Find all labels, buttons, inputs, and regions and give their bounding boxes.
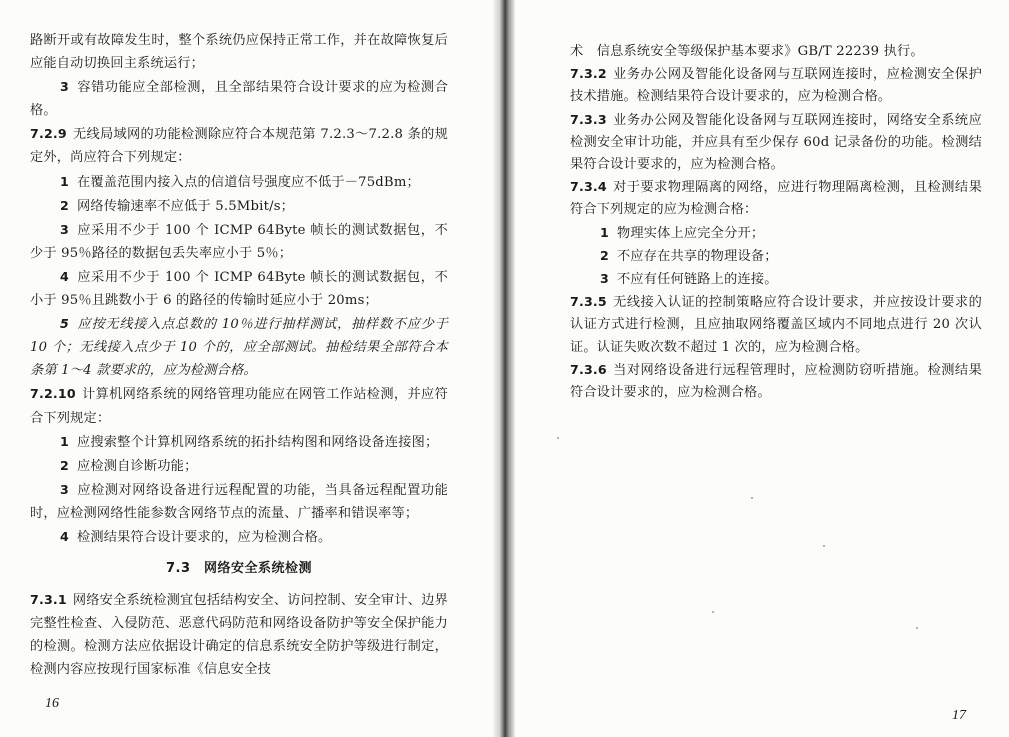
clause-7-3-1 bbox=[30, 588, 448, 681]
right-page-body bbox=[570, 41, 982, 404]
item-number: 4 bbox=[60, 268, 69, 284]
clause-7-2-10 bbox=[30, 382, 448, 429]
item-text: 应检测自诊断功能； bbox=[76, 458, 198, 474]
item-number: 2 bbox=[60, 457, 69, 473]
clause-number: 7.3.4 bbox=[570, 179, 607, 195]
clause-text: 当对网络设备进行远程管理时，应检测防窃听措施。检测结果符合设计要求的，应为检测合格。 bbox=[570, 362, 982, 401]
item-text: 应按无线接入点总数的 10％进行抽样测试，抽样数不应少于 10 个；无线接入点少于 10 个的，应全部测试。抽检结果全部符合本条第 1～4 款要求的，应为检测合格。 bbox=[30, 317, 448, 379]
right-page bbox=[515, 0, 1009, 737]
item-number: 2 bbox=[60, 197, 69, 213]
item-number: 3 bbox=[600, 271, 609, 287]
clause-7-3-3 bbox=[570, 109, 982, 177]
item-number: 3 bbox=[60, 79, 69, 95]
list-item bbox=[30, 525, 448, 549]
item-number: 1 bbox=[60, 433, 69, 449]
clause-number: 7.2.10 bbox=[30, 386, 76, 402]
item-text: 在覆盖范围内接入点的信道信号强度应不低于－75dBm； bbox=[76, 174, 420, 190]
item-text: 不应有任何链路上的连接。 bbox=[616, 272, 778, 288]
left-page-body bbox=[30, 29, 448, 682]
paragraph-text: 路断开或有故障发生时，整个系统仍应保持正常工作，并在故障恢复后应能自动切换回主系统运行； bbox=[30, 33, 448, 72]
item-text: 应采用不少于 100 个 ICMP 64Byte 帧长的测试数据包，不少于 95％路径的数据包丢失率应小于 5％； bbox=[30, 222, 448, 261]
page-number: 16 bbox=[45, 696, 59, 711]
item-text: 容错功能应全部检测，且全部结果符合设计要求的应为检测合格。 bbox=[30, 80, 448, 119]
clause-text: 业务办公网及智能化设备网与互联网连接时，应检测安全保护技术措施。检测结果符合设计要求的，应为检测合格。 bbox=[570, 67, 982, 105]
paper-speck bbox=[712, 611, 714, 613]
item-number: 4 bbox=[60, 528, 69, 544]
clause-7-3-5 bbox=[570, 291, 982, 359]
list-item bbox=[30, 478, 448, 525]
clause-text: 计算机网络系统的网络管理功能应在网管工作站检测，并应符合下列规定： bbox=[30, 387, 448, 426]
item-text: 物理实体上应完全分开； bbox=[616, 225, 765, 241]
paragraph-continuation bbox=[570, 41, 982, 63]
clause-7-3-2 bbox=[570, 63, 982, 108]
item-text: 不应存在共享的物理设备； bbox=[616, 248, 778, 264]
clause-text: 业务办公网及智能化设备网与互联网连接时，网络安全系统应检测安全审计功能，并应具有至少保存 60d 记录备份的功能。检测结果符合设计要求的，应为检测合格。 bbox=[570, 112, 982, 173]
clause-number: 7.3.5 bbox=[570, 294, 607, 310]
clause-7-3-6 bbox=[570, 359, 982, 404]
item-text: 应搜索整个计算机网络系统的拓扑结构图和网络设备连接图； bbox=[76, 434, 439, 450]
list-item bbox=[570, 222, 982, 245]
paper-speck bbox=[751, 497, 753, 499]
paper-speck bbox=[557, 437, 559, 439]
item-text: 应采用不少于 100 个 ICMP 64Byte 帧长的测试数据包，不小于 95％且跳数小于 6 的路径的传输时延应小于 20ms； bbox=[30, 269, 448, 309]
paper-speck bbox=[823, 545, 825, 547]
clause-7-2-9 bbox=[30, 122, 448, 169]
item-number: 1 bbox=[600, 224, 609, 240]
list-item bbox=[30, 75, 448, 122]
item-number: 2 bbox=[600, 247, 609, 263]
item-number: 1 bbox=[60, 173, 69, 189]
item-text: 网络传输速率不应低于 5.5Mbit/s； bbox=[76, 198, 295, 214]
item-text: 应检测对网络设备进行远程配置的功能，当具备远程配置功能时，应检测网络性能参数含网络节点的流量、广播率和错误率等； bbox=[30, 482, 448, 521]
list-item bbox=[30, 265, 448, 312]
list-item bbox=[30, 454, 448, 478]
clause-7-3-4 bbox=[570, 176, 982, 221]
item-number: 3 bbox=[60, 481, 69, 497]
paragraph-continuation bbox=[30, 29, 448, 75]
clause-text: 网络安全系统检测宜包括结构安全、访问控制、安全审计、边界完整性检查、入侵防范、恶意代码防范和网络设备防护等安全保护能力的检测。检测方法应依据设计确定的信息系统安全防护等级进行制定，检测内容应按现行国家标准《信息安全技 bbox=[30, 593, 448, 678]
clause-text: 无线接入认证的控制策略应符合设计要求，并应按设计要求的认证方式进行检测，且应抽取网络覆盖区域内不同地点进行 20 次认证。认证失败次数不超过 1 次的，应为检测合格。 bbox=[570, 295, 982, 355]
clause-number: 7.2.9 bbox=[30, 126, 67, 142]
list-item bbox=[30, 312, 448, 382]
item-number: 3 bbox=[60, 221, 69, 237]
book-gutter bbox=[493, 0, 515, 737]
list-item bbox=[570, 245, 982, 268]
item-number: 5 bbox=[60, 316, 69, 332]
list-item bbox=[30, 170, 448, 194]
clause-number: 7.3.1 bbox=[30, 592, 67, 608]
left-page bbox=[0, 0, 493, 737]
list-item bbox=[30, 430, 448, 454]
item-text: 检测结果符合设计要求的，应为检测合格。 bbox=[76, 529, 332, 545]
clause-number: 7.3.2 bbox=[570, 66, 607, 82]
page-number: 17 bbox=[952, 708, 966, 723]
list-item bbox=[30, 218, 448, 265]
clause-text: 对于要求物理隔离的网络，应进行物理隔离检测，且检测结果符合下列规定的应为检测合格： bbox=[570, 180, 982, 218]
clause-text: 无线局域网的功能检测除应符合本规范第 7.2.3～7.2.8 条的规定外，尚应符合下列规定： bbox=[30, 127, 448, 166]
list-item bbox=[570, 268, 982, 291]
paragraph-text: 术 信息系统安全等级保护基本要求》GB/T 22239 执行。 bbox=[570, 44, 924, 59]
clause-number: 7.3.6 bbox=[570, 361, 607, 377]
clause-number: 7.3.3 bbox=[570, 111, 607, 127]
paper-speck bbox=[916, 627, 918, 629]
list-item bbox=[30, 194, 448, 218]
section-heading: 7.3 网络安全系统检测 bbox=[165, 561, 313, 577]
